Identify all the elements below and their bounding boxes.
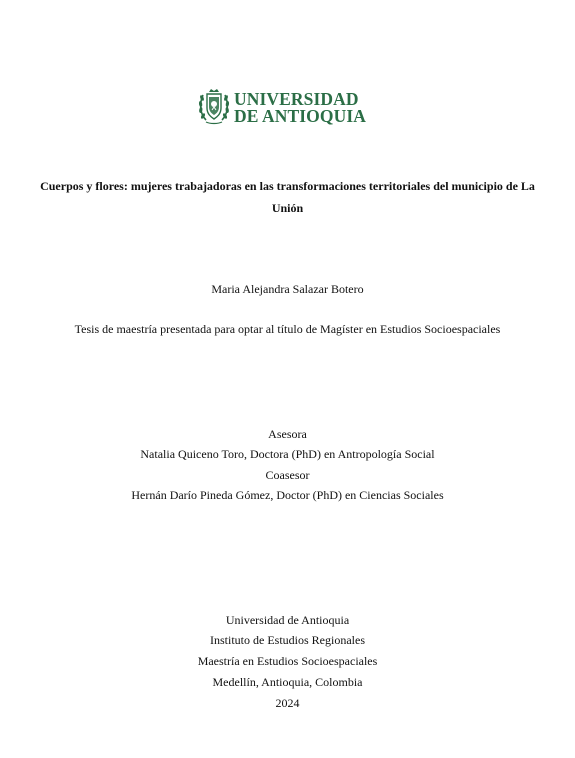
thesis-statement: Tesis de maestría presentada para optar al título de Magíster en Estudios Socioespaciales [74,322,501,336]
university-logo-wordmark [234,91,366,125]
logo-line-1: UNIVERSIDAD [234,89,359,109]
institution-location: Medellín, Antioquia, Colombia [212,675,363,689]
coadvisor-label: Coasesor [265,468,310,482]
institution-institute: Instituto de Estudios Regionales [210,633,365,647]
institution-university: Universidad de Antioquia [225,613,350,627]
logo-line-2: DE ANTIOQUIA [234,106,366,126]
advisor-name: Natalia Quiceno Toro, Doctora (PhD) en Antropología Social [140,447,435,461]
university-seal-icon [197,86,231,132]
advisor-label: Asesora [268,427,307,441]
thesis-title: Cuerpos y flores: mujeres trabajadoras en las transformaciones territoriales del municipio de La Unión [40,179,535,215]
university-logo [197,86,372,132]
author-name: Maria Alejandra Salazar Botero [211,282,364,296]
institution-year: 2024 [275,696,300,710]
coadvisor-name: Hernán Darío Pineda Gómez, Doctor (PhD) en Ciencias Sociales [131,488,444,502]
institution-program: Maestría en Estudios Socioespaciales [197,654,378,668]
